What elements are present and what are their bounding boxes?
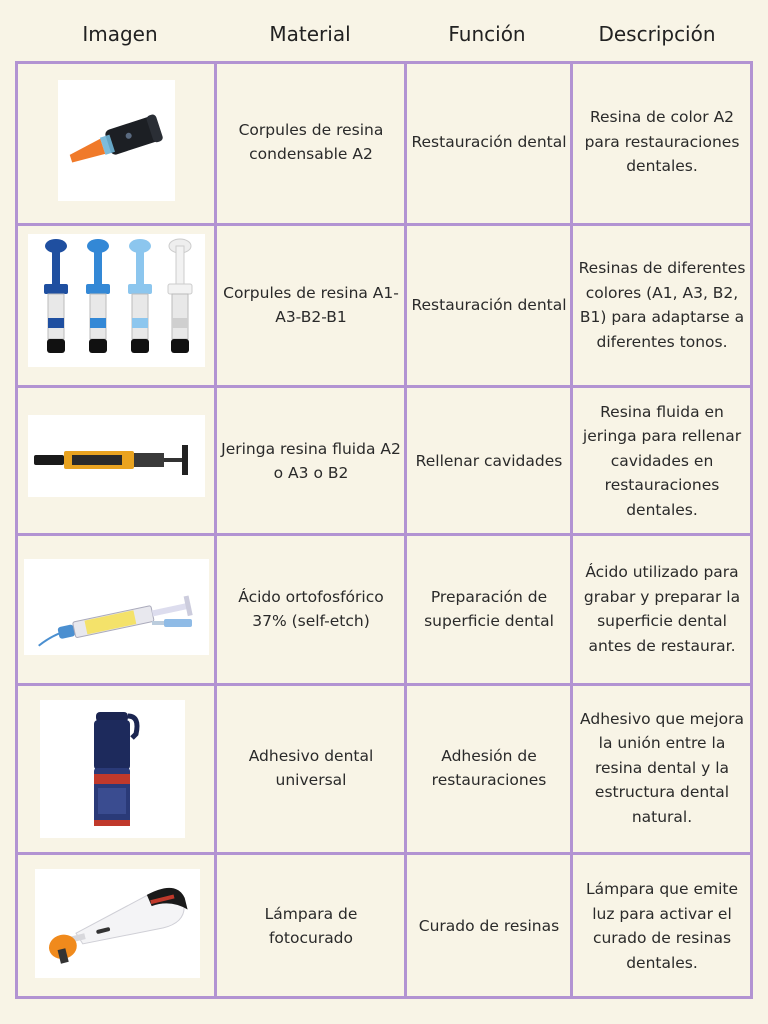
funcion-cell: Preparación de superficie dental bbox=[424, 587, 554, 630]
column-divider bbox=[404, 61, 407, 999]
header-imagen: Imagen bbox=[82, 22, 158, 46]
materials-table bbox=[15, 61, 753, 999]
etch-syringe-icon bbox=[24, 559, 209, 655]
table-border-left bbox=[15, 61, 18, 999]
descripcion-cell: Adhesivo que mejora la unión entre la resina dental y la estructura dental natural. bbox=[580, 709, 744, 826]
table-border-bottom bbox=[15, 996, 753, 999]
material-cell: Lámpara de fotocurado bbox=[264, 904, 358, 947]
funcion-cell: Restauración dental bbox=[411, 295, 567, 314]
header-funcion: Función bbox=[448, 22, 526, 46]
flowable-syringe-icon bbox=[28, 415, 205, 497]
adhesive-bottle-icon bbox=[40, 700, 185, 838]
table-border-top bbox=[15, 61, 753, 64]
four-compules-icon bbox=[28, 234, 205, 367]
material-cell: Corpules de resina A1-A3-B2-B1 bbox=[223, 283, 399, 326]
funcion-cell: Rellenar cavidades bbox=[415, 451, 563, 470]
descripcion-cell: Resinas de diferentes colores (A1, A3, B2, B1) para adaptarse a diferentes tonos. bbox=[578, 259, 746, 351]
column-divider bbox=[214, 61, 217, 999]
row-divider bbox=[15, 223, 753, 226]
curing-light-icon bbox=[35, 869, 200, 978]
table-border-right bbox=[750, 61, 753, 999]
funcion-cell: Adhesión de restauraciones bbox=[431, 746, 547, 789]
descripcion-cell: Resina de color A2 para restauraciones dentales. bbox=[584, 108, 740, 176]
column-divider bbox=[570, 61, 573, 999]
row-divider bbox=[15, 533, 753, 536]
descripcion-cell: Lámpara que emite luz para activar el curado de resinas dentales. bbox=[585, 880, 739, 972]
header-descripcion: Descripción bbox=[598, 22, 716, 46]
descripcion-cell: Resina fluida en jeringa para rellenar cavidades en restauraciones dentales. bbox=[582, 402, 742, 519]
material-cell: Jeringa resina fluida A2 o A3 o B2 bbox=[221, 439, 401, 482]
material-cell: Adhesivo dental universal bbox=[248, 746, 374, 789]
descripcion-cell: Ácido utilizado para grabar y preparar la superficie dental antes de restaurar. bbox=[583, 563, 741, 655]
funcion-cell: Restauración dental bbox=[411, 132, 567, 151]
table-header bbox=[0, 14, 768, 54]
material-cell: Corpules de resina condensable A2 bbox=[238, 120, 384, 163]
composite-compule-icon bbox=[58, 80, 175, 201]
row-divider bbox=[15, 385, 753, 388]
row-divider bbox=[15, 683, 753, 686]
header-material: Material bbox=[269, 22, 351, 46]
material-cell: Ácido ortofosfórico 37% (self-etch) bbox=[238, 587, 384, 630]
row-divider bbox=[15, 852, 753, 855]
funcion-cell: Curado de resinas bbox=[418, 916, 560, 935]
